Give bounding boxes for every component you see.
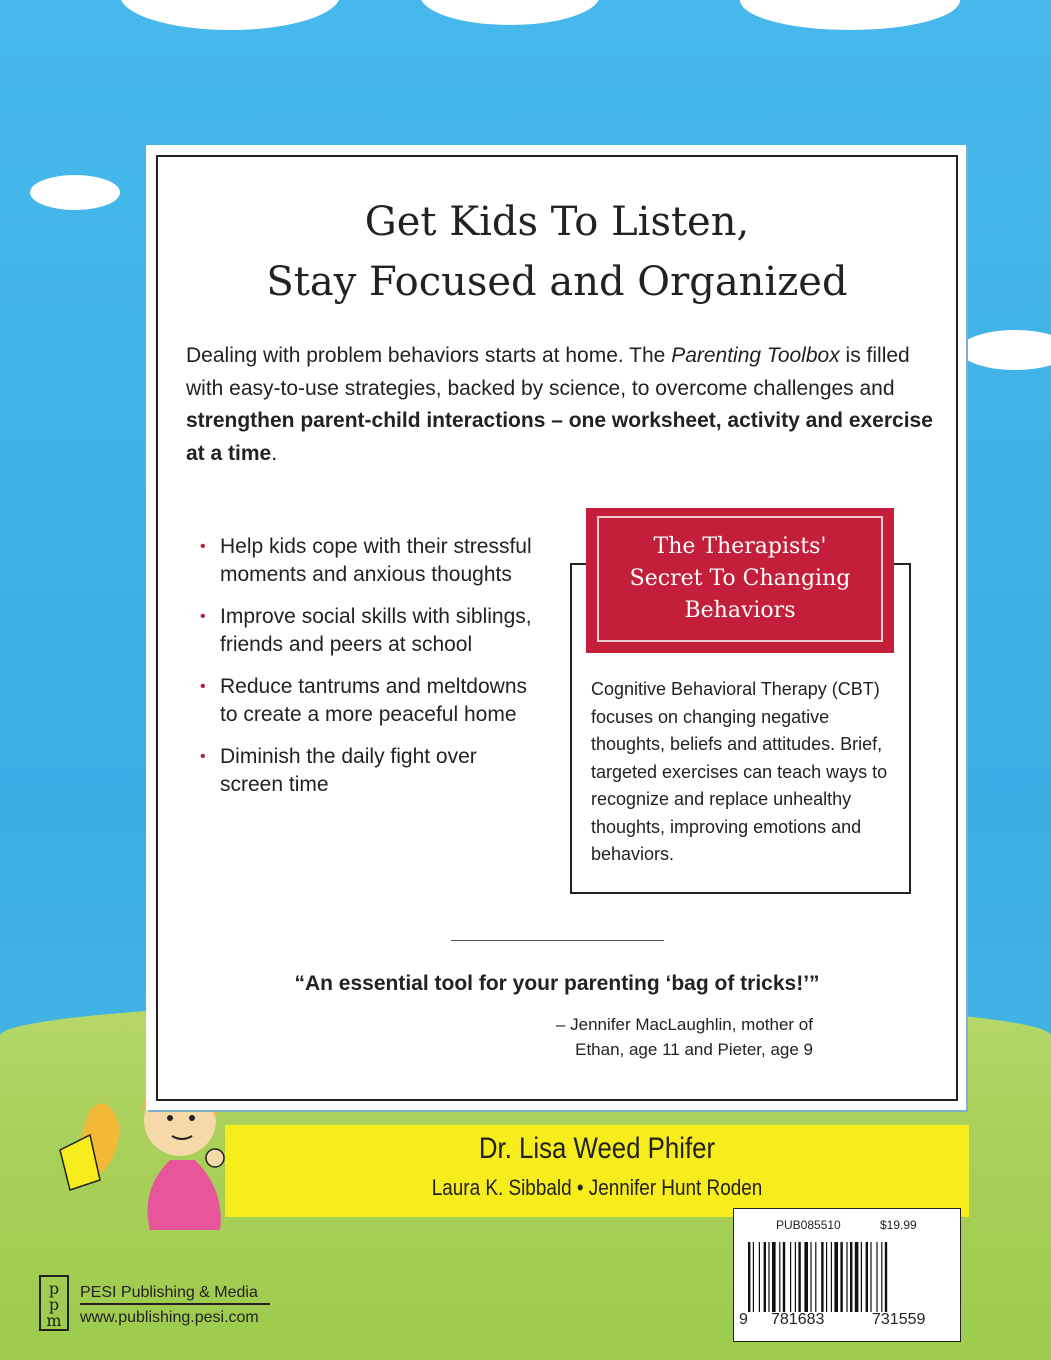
barcode-digits-left: 781683 bbox=[771, 1311, 825, 1328]
attribution-line: Ethan, age 11 and Pieter, age 9 bbox=[575, 1040, 813, 1059]
barcode-bar bbox=[764, 1242, 766, 1312]
headline-line-1: Get Kids To Listen, bbox=[364, 199, 750, 245]
barcode-icon bbox=[748, 1242, 948, 1312]
benefits-list bbox=[200, 533, 540, 813]
price: $19.99 bbox=[880, 1218, 917, 1232]
barcode-bar bbox=[810, 1242, 811, 1312]
pesi-logo-icon bbox=[38, 1274, 70, 1332]
barcode-bar bbox=[861, 1242, 862, 1312]
barcode-bar bbox=[795, 1242, 796, 1312]
intro-text: is filled with easy-to-use strategies, backed by science, to overcome challenges and bbox=[186, 344, 910, 400]
publisher-name: PESI Publishing & Media bbox=[80, 1284, 270, 1305]
barcode-bar bbox=[834, 1242, 838, 1312]
list-item: • Diminish the daily fight over screen time bbox=[200, 743, 540, 798]
list-item: • Improve social skills with siblings, friends and peers at school bbox=[200, 603, 540, 658]
callout-title-line: The Therapists' bbox=[653, 534, 827, 559]
barcode-bar bbox=[798, 1242, 800, 1312]
cloud bbox=[30, 175, 120, 210]
testimonial-quote: “An essential tool for your parenting ‘bag of tricks!’” bbox=[294, 972, 820, 995]
barcode-bar bbox=[783, 1242, 785, 1312]
lead-author: Dr. Lisa Weed Phifer bbox=[478, 1132, 716, 1165]
attribution-line: – Jennifer MacLaughlin, mother of bbox=[555, 1015, 813, 1034]
co-authors: Laura K. Sibbald • Jennifer Hunt Roden bbox=[431, 1175, 763, 1200]
intro-paragraph bbox=[186, 340, 936, 470]
barcode-digits-right: 731559 bbox=[872, 1311, 926, 1328]
barcode-bar bbox=[866, 1242, 868, 1312]
barcode-digit-lead: 9 bbox=[739, 1311, 748, 1328]
barcode-bar bbox=[753, 1242, 754, 1312]
divider bbox=[451, 940, 664, 941]
barcode-bar bbox=[855, 1242, 859, 1312]
headline-line-2: Stay Focused and Organized bbox=[266, 259, 848, 305]
callout-title-line: Secret To Changing bbox=[629, 566, 851, 591]
product-code: PUB085510 bbox=[776, 1218, 841, 1232]
testimonial-attribution bbox=[500, 1012, 813, 1062]
barcode-bar bbox=[876, 1242, 877, 1312]
barcode-bar bbox=[772, 1242, 776, 1312]
svg-text:m: m bbox=[46, 1311, 62, 1330]
book-title: Parenting Toolbox bbox=[671, 344, 840, 367]
barcode-bar bbox=[748, 1242, 750, 1312]
barcode-bar bbox=[804, 1242, 808, 1312]
headline bbox=[156, 192, 958, 312]
barcode-bar bbox=[779, 1242, 780, 1312]
intro-text: Dealing with problem behaviors starts at home. The bbox=[186, 344, 672, 367]
list-item: • Reduce tantrums and meltdowns to create a more peaceful home bbox=[200, 673, 540, 728]
svg-text:p: p bbox=[48, 1279, 60, 1298]
barcode-bar bbox=[846, 1242, 847, 1312]
intro-emphasis: strengthen parent-child interactions – one worksheet, activity and exercise at a time bbox=[186, 409, 933, 465]
barcode-bar bbox=[850, 1242, 852, 1312]
barcode-bar bbox=[759, 1242, 760, 1312]
list-item: • Help kids cope with their stressful moments and anxious thoughts bbox=[200, 533, 540, 588]
barcode-bar bbox=[885, 1242, 887, 1312]
barcode-bar bbox=[815, 1242, 816, 1312]
callout-title bbox=[586, 531, 894, 627]
intro-text: . bbox=[271, 441, 278, 465]
barcode-bar bbox=[821, 1242, 823, 1312]
svg-text:p: p bbox=[48, 1295, 60, 1314]
callout-title-line: Behaviors bbox=[684, 598, 796, 623]
barcode-bar bbox=[768, 1242, 769, 1312]
barcode-bar bbox=[831, 1242, 832, 1312]
barcode-bar bbox=[881, 1242, 882, 1312]
barcode-bar bbox=[790, 1242, 791, 1312]
callout-body: Cognitive Behavioral Therapy (CBT) focuses on changing negative thoughts, beliefs and attitudes. Brief, targeted exercises can teach ways to recognize and replace unhealthy thoughts, improving emotions and behaviors. bbox=[591, 679, 888, 864]
barcode-bar bbox=[840, 1242, 842, 1312]
barcode-bar bbox=[870, 1242, 871, 1312]
publisher-url: www.publishing.pesi.com bbox=[80, 1309, 259, 1326]
barcode-bar bbox=[826, 1242, 827, 1312]
